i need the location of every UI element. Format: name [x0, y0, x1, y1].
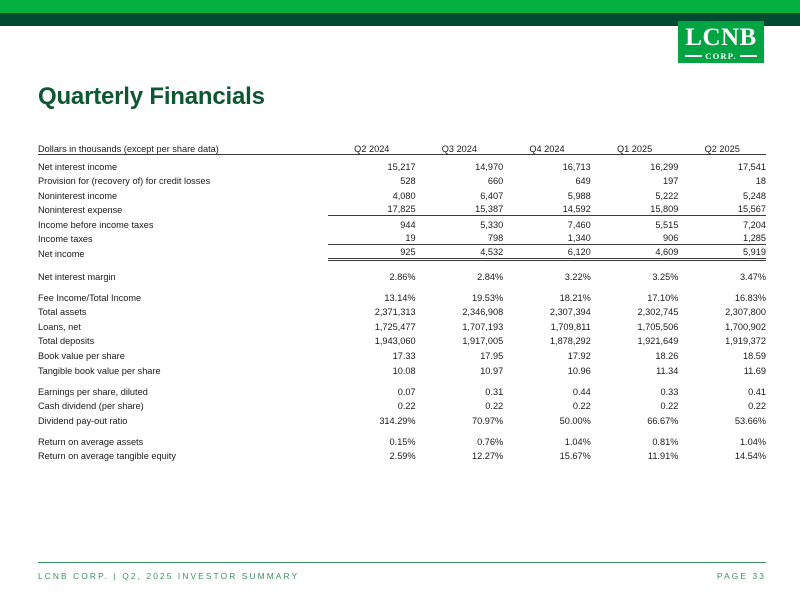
table-row-label: Net interest income: [38, 161, 118, 172]
table-row: [38, 332, 766, 347]
table-cell: 15,809: [591, 201, 679, 216]
table-cell: 528: [400, 176, 416, 187]
table-cell: 14,970: [475, 161, 504, 172]
table-cell: 0.22: [485, 401, 504, 412]
financials-table-wrapper: [38, 138, 766, 461]
table-column-header: Q1 2025: [591, 138, 679, 154]
table-cell: 5,919: [678, 244, 766, 259]
table-row-label: Tangible book value per share: [38, 365, 161, 376]
table-cell: 2,346,908: [462, 307, 504, 318]
table-row-label: Book value per share: [38, 350, 125, 361]
table-column-header: Q4 2024: [503, 138, 591, 154]
table-row: [38, 346, 766, 361]
table-cell: 50.00%: [559, 415, 591, 426]
table-cell: 0.44: [572, 386, 591, 397]
table-cell: 10.97: [480, 365, 504, 376]
table-column-header: Q2 2025: [678, 138, 766, 154]
table-cell: 7,204: [743, 219, 766, 230]
table-row: [38, 426, 766, 447]
table-cell: 18: [755, 176, 766, 187]
table-cell: 1,705,506: [637, 321, 679, 332]
financials-table-body: [38, 138, 766, 461]
table-cell: 17,541: [737, 161, 766, 172]
table-cell: 4,609: [591, 244, 679, 259]
table-cell: 16.83%: [734, 292, 766, 303]
table-row: [38, 215, 766, 230]
table-cell: 15,387: [416, 201, 504, 216]
table-cell: 14.54%: [734, 451, 766, 462]
table-row: [38, 172, 766, 187]
table-row-label: Income taxes: [38, 234, 93, 245]
table-cell: 17.10%: [647, 292, 679, 303]
table-row: [38, 447, 766, 462]
table-header-row: [38, 138, 766, 154]
logo-subtitle: CORP.: [705, 50, 737, 61]
table-cell: 0.33: [660, 386, 679, 397]
table-cell: 0.22: [748, 401, 766, 412]
table-cell: 17.92: [567, 350, 591, 361]
table-row: [38, 282, 766, 303]
table-row: [38, 303, 766, 318]
table-cell: 314.29%: [379, 415, 416, 426]
table-cell: 17.95: [480, 350, 504, 361]
table-cell: 2,302,745: [637, 307, 679, 318]
table-cell: 3.47%: [739, 271, 766, 282]
table-row-label: Income before income taxes: [38, 219, 154, 230]
table-cell: 0.22: [660, 401, 679, 412]
table-cell: 0.15%: [389, 436, 416, 447]
table-cell: 0.07: [397, 386, 416, 397]
table-cell: 1,725,477: [374, 321, 416, 332]
table-cell: 3.25%: [652, 271, 679, 282]
table-row-label: Loans, net: [38, 321, 81, 332]
table-cell: 5,248: [743, 190, 766, 201]
table-cell: 2.86%: [389, 271, 416, 282]
footer-page-number: PAGE 33: [717, 571, 766, 581]
table-row: [38, 397, 766, 412]
table-cell: 1,943,060: [374, 336, 416, 347]
logo-rule-left: [685, 55, 702, 57]
table-cell: 13.14%: [384, 292, 416, 303]
table-row-label: Total deposits: [38, 336, 95, 347]
table-cell: 19.53%: [472, 292, 504, 303]
table-cell: 1,878,292: [549, 336, 591, 347]
table-row-label: Fee Income/Total Income: [38, 292, 142, 303]
table-cell: 5,988: [567, 190, 591, 201]
table-cell: 197: [663, 176, 679, 187]
table-cell: 15,217: [387, 161, 416, 172]
table-row-label: Noninterest expense: [38, 205, 123, 216]
table-row: [38, 230, 766, 245]
table-column-header: Q3 2024: [416, 138, 504, 154]
table-cell: 6,120: [503, 244, 591, 259]
table-cell: 925: [328, 244, 416, 259]
table-cell: 0.81%: [652, 436, 679, 447]
table-cell: 0.22: [572, 401, 591, 412]
table-cell: 0.31: [485, 386, 504, 397]
table-header-label: Dollars in thousands (except per share data): [38, 138, 328, 154]
table-row: [38, 361, 766, 376]
table-row-label: Return on average tangible equity: [38, 451, 176, 462]
table-cell: 798: [416, 230, 504, 245]
table-cell: 2,371,313: [374, 307, 416, 318]
table-cell: 19: [328, 230, 416, 245]
table-cell: 6,407: [480, 190, 504, 201]
table-row: [38, 154, 766, 172]
table-cell: 906: [591, 230, 679, 245]
table-row-label: Provision for (recovery of) for credit losses: [38, 176, 211, 187]
page-title: Quarterly Financials: [38, 83, 265, 110]
quarterly-financials-table: [38, 138, 766, 461]
table-cell: 5,330: [480, 219, 504, 230]
top-banner-bright: [0, 0, 800, 13]
logo-subtitle-row: [685, 52, 757, 61]
table-cell: 17.33: [392, 350, 416, 361]
table-row-label: Earnings per share, diluted: [38, 386, 148, 397]
table-cell: 1,340: [503, 230, 591, 245]
table-cell: 2,307,394: [549, 307, 591, 318]
table-cell: 649: [575, 176, 591, 187]
table-cell: 1,919,372: [725, 336, 766, 347]
table-cell: 53.66%: [734, 415, 766, 426]
table-cell: 4,080: [392, 190, 416, 201]
table-cell: 70.97%: [472, 415, 504, 426]
table-cell: 3.22%: [564, 271, 591, 282]
table-cell: 66.67%: [647, 415, 679, 426]
table-cell: 18.59: [743, 350, 766, 361]
table-cell: 11.91%: [647, 451, 679, 462]
table-cell: 1,707,193: [462, 321, 504, 332]
lcnb-corp-logo: [678, 21, 764, 63]
table-cell: 10.08: [392, 365, 416, 376]
table-cell: 10.96: [567, 365, 591, 376]
table-cell: 1.04%: [564, 436, 591, 447]
table-cell: 16,713: [562, 161, 591, 172]
table-column-header: Q2 2024: [328, 138, 416, 154]
table-cell: 0.76%: [477, 436, 504, 447]
table-cell: 11.34: [656, 365, 679, 376]
table-row: [38, 186, 766, 201]
logo-wordmark: LCNB: [685, 23, 757, 51]
table-row: [38, 411, 766, 426]
footer-left-text: LCNB CORP. | Q2, 2025 INVESTOR SUMMARY: [38, 571, 300, 581]
logo-rule-right: [740, 55, 757, 57]
table-row: [38, 244, 766, 259]
table-row: [38, 201, 766, 216]
table-cell: 4,532: [416, 244, 504, 259]
table-cell: 2.84%: [477, 271, 504, 282]
table-cell: 660: [487, 176, 504, 187]
table-cell: 1,285: [678, 230, 766, 245]
table-cell: 7,460: [567, 219, 591, 230]
table-cell: 2.59%: [389, 451, 416, 462]
table-row-label: Dividend pay-out ratio: [38, 415, 128, 426]
table-cell: 14,592: [503, 201, 591, 216]
table-cell: 0.41: [748, 386, 766, 397]
table-row-label: Return on average assets: [38, 436, 144, 447]
table-row-label: Net interest margin: [38, 271, 116, 282]
table-cell: 1,700,902: [725, 321, 766, 332]
table-row: [38, 317, 766, 332]
table-cell: 18.21%: [559, 292, 591, 303]
table-cell: 15.67%: [559, 451, 591, 462]
table-row-label: Cash dividend (per share): [38, 401, 144, 412]
table-cell: 16,299: [650, 161, 679, 172]
table-cell: 0.22: [397, 401, 416, 412]
table-row-label: Noninterest income: [38, 190, 118, 201]
table-row-label: Total assets: [38, 307, 87, 318]
table-cell: 1,921,649: [637, 336, 679, 347]
table-cell: 17,825: [328, 201, 416, 216]
table-cell: 15,567: [678, 201, 766, 216]
table-cell: 2,307,800: [725, 307, 766, 318]
table-cell: 5,222: [655, 190, 679, 201]
footer-divider: [38, 562, 766, 563]
table-cell: 1,709,811: [550, 321, 591, 332]
table-row: [38, 376, 766, 397]
table-cell: 944: [400, 219, 416, 230]
table-row: [38, 259, 766, 282]
table-cell: 1,917,005: [462, 336, 504, 347]
table-row-label: Net income: [38, 249, 85, 260]
table-cell: 11.69: [743, 365, 766, 376]
table-cell: 5,515: [655, 219, 679, 230]
table-cell: 12.27%: [472, 451, 504, 462]
table-cell: 1.04%: [739, 436, 766, 447]
table-cell: 18.26: [655, 350, 679, 361]
